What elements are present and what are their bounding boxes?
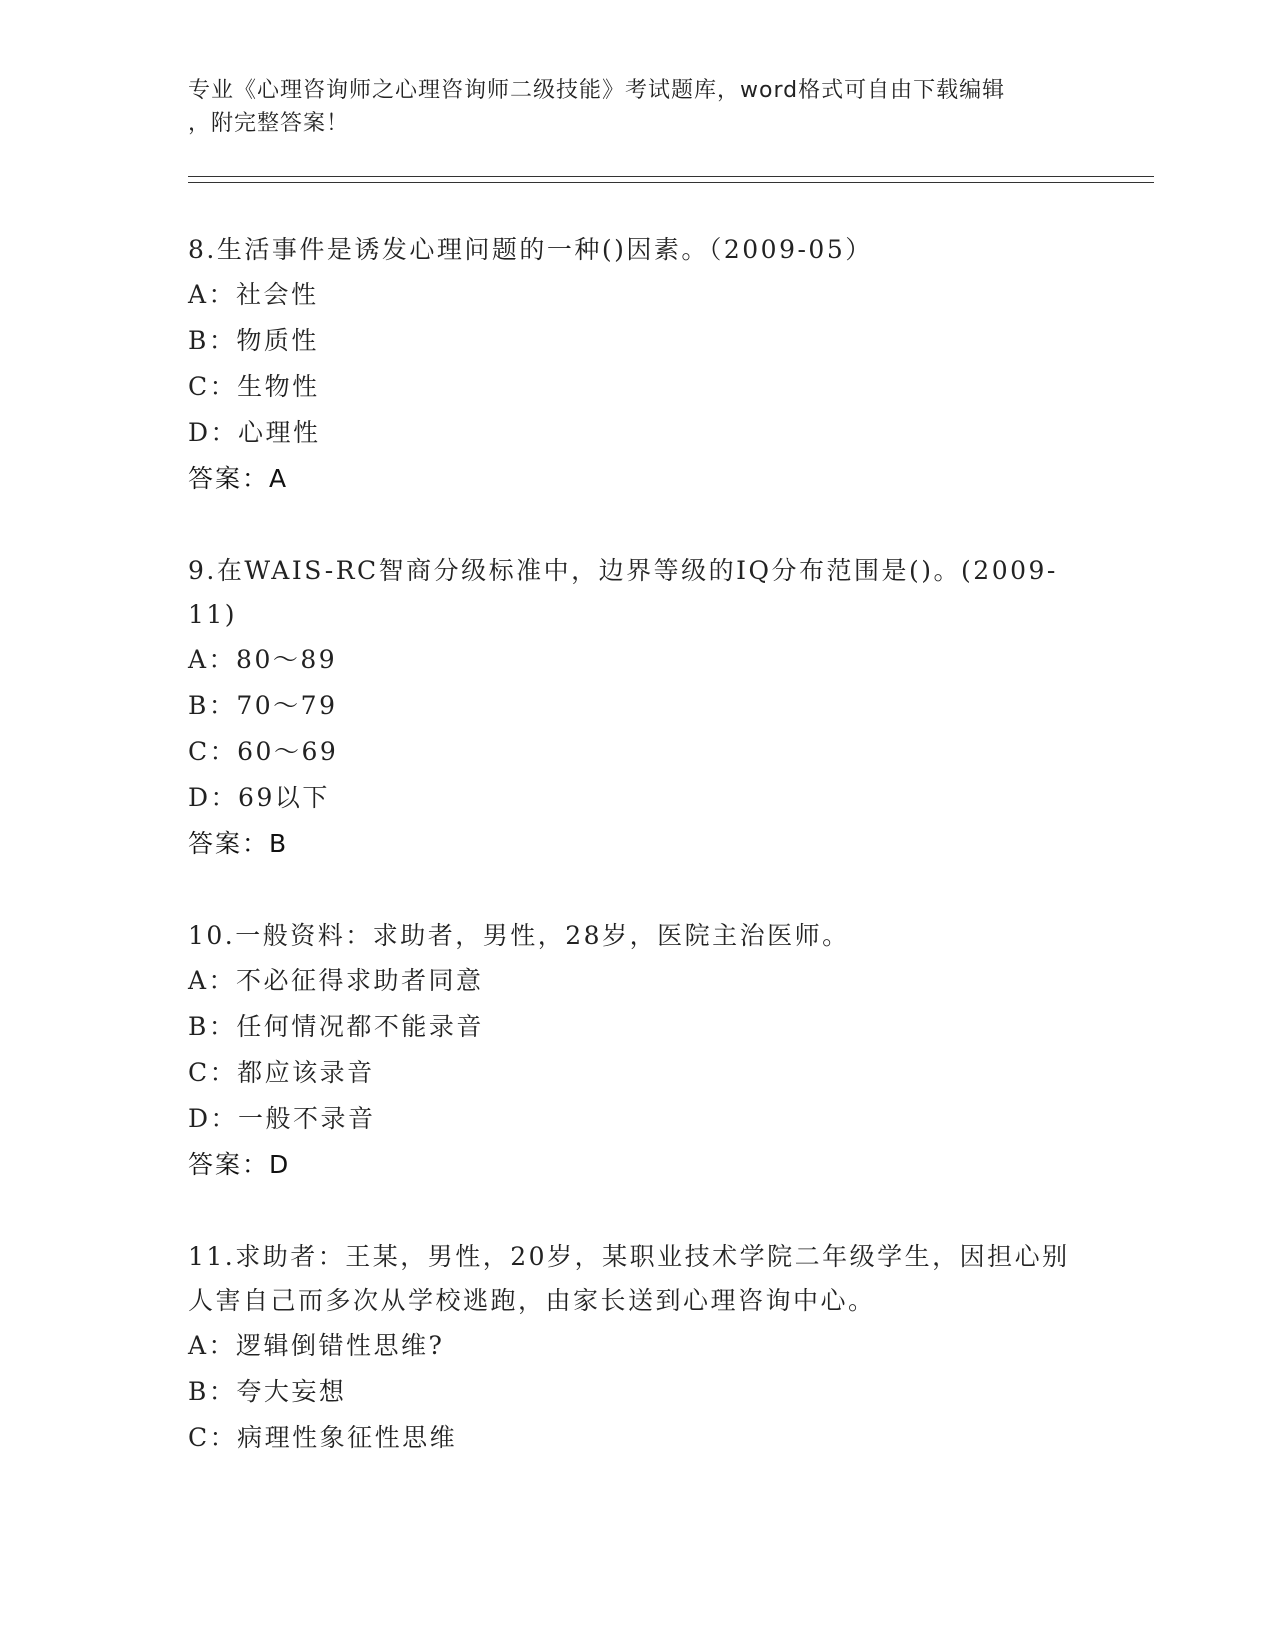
option-a: A：80～89 <box>188 645 338 674</box>
answer-label: 答案：A <box>188 464 289 493</box>
option-c: C：60～69 <box>188 737 339 766</box>
question-text: 8.生活事件是诱发心理问题的一种()因素。（2009-05） <box>188 235 873 264</box>
option-b: B：70～79 <box>188 691 338 720</box>
question-8 <box>188 228 1088 502</box>
header-line-2: ，附完整答案！ <box>188 111 350 136</box>
option-d: D：69以下 <box>188 783 330 812</box>
question-text: 9.在WAIS-RC智商分级标准中，边界等级的IQ分布范围是()。(2009-11) <box>188 556 1058 629</box>
option-c: C：病理性象征性思维 <box>188 1423 458 1452</box>
question-11 <box>188 1235 1088 1461</box>
option-a: A：社会性 <box>188 280 319 309</box>
option-d: D：一般不录音 <box>188 1104 376 1133</box>
header-divider-bottom <box>188 182 1154 183</box>
option-b: B：物质性 <box>188 326 319 355</box>
header-line-1: 专业《心理咨询师之心理咨询师二级技能》考试题库，word格式可自由下载编辑 <box>188 78 1006 103</box>
question-9 <box>188 549 1088 867</box>
question-text: 10.一般资料：求助者，男性，28岁，医院主治医师。 <box>188 921 850 950</box>
option-d: D：心理性 <box>188 418 321 447</box>
option-a: A：逻辑倒错性思维? <box>188 1331 445 1360</box>
option-c: C：都应该录音 <box>188 1058 375 1087</box>
question-list <box>188 228 1088 1508</box>
document-header <box>188 74 1088 140</box>
question-10 <box>188 914 1088 1188</box>
answer-label: 答案：B <box>188 829 289 858</box>
option-c: C：生物性 <box>188 372 320 401</box>
question-text: 11.求助者：王某，男性，20岁，某职业技术学院二年级学生，因担心别人害自己而多次从学校逃跑，由家长送到心理咨询中心。 <box>188 1242 1070 1315</box>
option-b: B：夸大妄想 <box>188 1377 347 1406</box>
option-b: B：任何情况都不能录音 <box>188 1012 484 1041</box>
option-a: A：不必征得求助者同意 <box>188 966 484 995</box>
header-divider-top <box>188 176 1154 177</box>
answer-label: 答案：D <box>188 1150 291 1179</box>
